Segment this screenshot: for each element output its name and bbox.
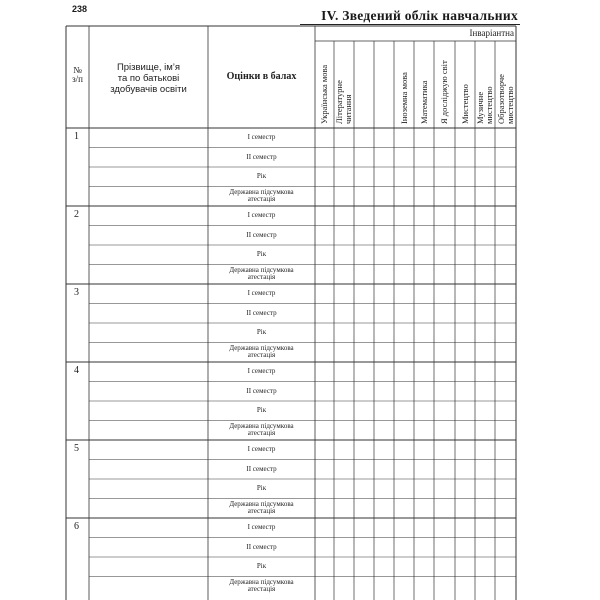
subject-header: Українська мова: [319, 64, 329, 124]
period-label: Державна підсумкова атестація: [229, 577, 294, 593]
period-label: I семестр: [247, 523, 276, 531]
period-label: II семестр: [246, 152, 277, 161]
period-label: Рік: [256, 250, 267, 258]
page-title: IV. Зведений облік навчальних: [321, 8, 518, 23]
header-name: Прізвище, ім’я та по батькові здобувачів освіти: [110, 62, 187, 95]
period-label: II семестр: [246, 542, 277, 551]
subject-header: Музичне мистецтво: [475, 86, 494, 124]
period-label: Державна підсумкова атестація: [229, 265, 294, 281]
subject-header: Я досліджую світ: [439, 60, 449, 124]
subject-header: Математика: [418, 80, 429, 124]
subject-header: Образотворче мистецтво: [495, 74, 515, 124]
period-label: Рік: [256, 172, 267, 180]
student-number: 4: [74, 365, 79, 376]
period-label: I семестр: [247, 445, 276, 453]
subject-header: Літературне читання: [334, 80, 353, 124]
student-number: 3: [74, 287, 79, 298]
period-label: I семестр: [247, 211, 276, 219]
period-label: I семестр: [247, 289, 276, 297]
period-label: Рік: [256, 328, 267, 336]
period-label: II семестр: [246, 308, 277, 317]
period-label: Державна підсумкова атестація: [229, 343, 294, 359]
student-number: 6: [74, 521, 79, 532]
period-label: Державна підсумкова атестація: [229, 499, 294, 515]
period-label: Рік: [256, 484, 267, 492]
period-label: I семестр: [247, 133, 276, 141]
header-grades: Оцінки в балах: [226, 71, 297, 82]
subject-header: Мистецтво: [459, 84, 470, 124]
period-label: Державна підсумкова атестація: [229, 421, 294, 437]
period-label: II семестр: [246, 386, 277, 395]
period-label: II семестр: [246, 230, 277, 239]
subject-header: Іноземна мова: [398, 72, 409, 124]
student-number: 5: [74, 443, 79, 454]
page-number: 238: [72, 4, 88, 14]
period-label: Державна підсумкова атестація: [229, 187, 294, 203]
period-label: I семестр: [247, 367, 276, 375]
header-num: № з/п: [72, 65, 83, 84]
header-invariant: Інваріантна: [469, 28, 514, 38]
student-number: 2: [74, 209, 79, 220]
student-number: 1: [74, 131, 79, 142]
period-label: II семестр: [246, 464, 277, 473]
period-label: Рік: [256, 406, 267, 414]
period-label: Рік: [256, 562, 267, 570]
